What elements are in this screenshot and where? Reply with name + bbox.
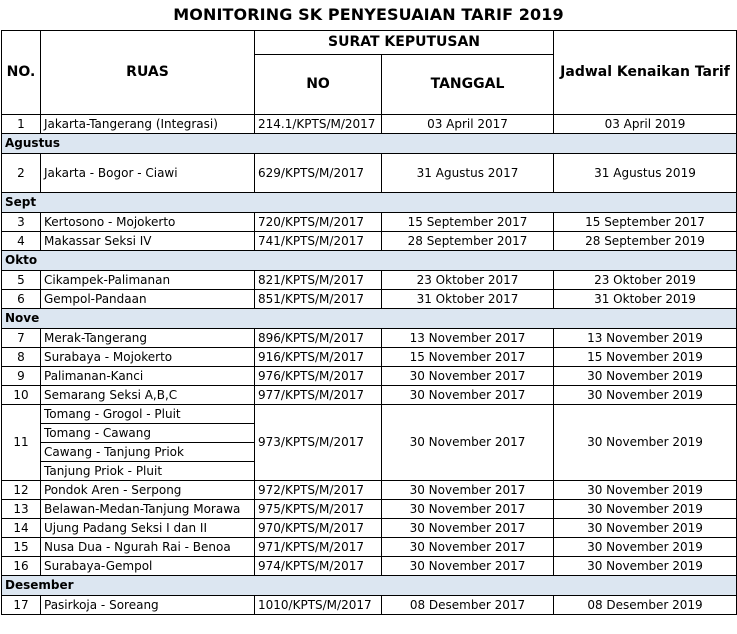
- ruas-cell: Cikampek-Palimanan: [41, 271, 255, 290]
- col-header-sk-no: NO: [255, 55, 382, 115]
- table-row: [2, 481, 737, 500]
- table-row: [2, 232, 737, 251]
- sk-number: 214.1/KPTS/M/2017: [255, 115, 382, 134]
- month-group-row: [2, 309, 737, 329]
- schedule-date: 30 November 2019: [554, 500, 737, 519]
- row-number: 9: [2, 367, 41, 386]
- col-header-ruas: RUAS: [41, 31, 255, 115]
- sk-number: 916/KPTS/M/2017: [255, 348, 382, 367]
- row-number: 8: [2, 348, 41, 367]
- sk-number: 971/KPTS/M/2017: [255, 538, 382, 557]
- ruas-cell: Belawan-Medan-Tanjung Morawa: [41, 500, 255, 519]
- table-row: [2, 557, 737, 576]
- ruas-cell: Surabaya - Mojokerto: [41, 348, 255, 367]
- ruas-cell: Tanjung Priok - Pluit: [41, 462, 255, 481]
- ruas-cell: Jakarta-Tangerang (Integrasi): [41, 115, 255, 134]
- month-group-row: [2, 576, 737, 596]
- schedule-date: 13 November 2019: [554, 329, 737, 348]
- sk-number: 970/KPTS/M/2017: [255, 519, 382, 538]
- sk-number: 896/KPTS/M/2017: [255, 329, 382, 348]
- schedule-date: 30 November 2019: [554, 481, 737, 500]
- table-row: [2, 115, 737, 134]
- sk-date: 15 November 2017: [382, 348, 554, 367]
- table-row: [2, 154, 737, 193]
- row-number: 15: [2, 538, 41, 557]
- table-row: [2, 538, 737, 557]
- table-row: [2, 329, 737, 348]
- table-row: [2, 367, 737, 386]
- schedule-date: 30 November 2019: [554, 405, 737, 481]
- table-row: [2, 386, 737, 405]
- sk-date: 30 November 2017: [382, 481, 554, 500]
- row-number: 11: [2, 405, 41, 481]
- row-number: 2: [2, 154, 41, 193]
- month-label: Agustus: [2, 134, 737, 154]
- sk-date: 03 April 2017: [382, 115, 554, 134]
- ruas-cell: Nusa Dua - Ngurah Rai - Benoa: [41, 538, 255, 557]
- table-row: [2, 519, 737, 538]
- month-label: Sept: [2, 193, 737, 213]
- sk-number: 851/KPTS/M/2017: [255, 290, 382, 309]
- sk-date: 30 November 2017: [382, 367, 554, 386]
- ruas-cell: Tomang - Cawang: [41, 424, 255, 443]
- schedule-date: 30 November 2019: [554, 386, 737, 405]
- month-label: Desember: [2, 576, 737, 596]
- table-row: [2, 405, 737, 424]
- sk-number: 977/KPTS/M/2017: [255, 386, 382, 405]
- sk-date: 30 November 2017: [382, 500, 554, 519]
- table-body: [2, 115, 737, 615]
- schedule-date: 30 November 2019: [554, 538, 737, 557]
- table-row: [2, 290, 737, 309]
- schedule-date: 30 November 2019: [554, 367, 737, 386]
- schedule-date: 03 April 2019: [554, 115, 737, 134]
- sk-number: 973/KPTS/M/2017: [255, 405, 382, 481]
- sk-date: 31 Agustus 2017: [382, 154, 554, 193]
- row-number: 6: [2, 290, 41, 309]
- sk-number: 976/KPTS/M/2017: [255, 367, 382, 386]
- sk-date: 23 Oktober 2017: [382, 271, 554, 290]
- ruas-cell: Surabaya-Gempol: [41, 557, 255, 576]
- col-header-jadwal: Jadwal Kenaikan Tarif: [554, 31, 737, 115]
- schedule-date: 30 November 2019: [554, 519, 737, 538]
- schedule-date: 31 Oktober 2019: [554, 290, 737, 309]
- table-row: [2, 596, 737, 615]
- row-number: 14: [2, 519, 41, 538]
- table-row: [2, 500, 737, 519]
- row-number: 5: [2, 271, 41, 290]
- sk-number: 1010/KPTS/M/2017: [255, 596, 382, 615]
- table-row: [2, 213, 737, 232]
- col-header-surat-keputusan: SURAT KEPUTUSAN: [255, 31, 554, 55]
- ruas-cell: Pasirkoja - Soreang: [41, 596, 255, 615]
- ruas-cell: Palimanan-Kanci: [41, 367, 255, 386]
- table-row: [2, 271, 737, 290]
- row-number: 13: [2, 500, 41, 519]
- sk-date: 08 Desember 2017: [382, 596, 554, 615]
- ruas-cell: Semarang Seksi A,B,C: [41, 386, 255, 405]
- ruas-cell: Makassar Seksi IV: [41, 232, 255, 251]
- schedule-date: 28 September 2019: [554, 232, 737, 251]
- row-number: 17: [2, 596, 41, 615]
- month-group-row: [2, 134, 737, 154]
- col-header-no: NO.: [2, 31, 41, 115]
- sk-number: 821/KPTS/M/2017: [255, 271, 382, 290]
- sk-date: 30 November 2017: [382, 386, 554, 405]
- row-number: 12: [2, 481, 41, 500]
- ruas-cell: Ujung Padang Seksi I dan II: [41, 519, 255, 538]
- row-number: 3: [2, 213, 41, 232]
- month-group-row: [2, 251, 737, 271]
- sk-number: 741/KPTS/M/2017: [255, 232, 382, 251]
- sk-date: 30 November 2017: [382, 538, 554, 557]
- row-number: 10: [2, 386, 41, 405]
- sk-date: 30 November 2017: [382, 557, 554, 576]
- ruas-cell: Kertosono - Mojokerto: [41, 213, 255, 232]
- tariff-table: [1, 30, 737, 615]
- ruas-cell: Pondok Aren - Serpong: [41, 481, 255, 500]
- ruas-cell: Merak-Tangerang: [41, 329, 255, 348]
- schedule-date: 31 Agustus 2019: [554, 154, 737, 193]
- sk-date: 30 November 2017: [382, 405, 554, 481]
- sk-number: 975/KPTS/M/2017: [255, 500, 382, 519]
- row-number: 16: [2, 557, 41, 576]
- sheet-title: MONITORING SK PENYESUAIAN TARIF 2019: [173, 5, 564, 24]
- sk-number: 720/KPTS/M/2017: [255, 213, 382, 232]
- row-number: 1: [2, 115, 41, 134]
- month-group-row: [2, 193, 737, 213]
- ruas-cell: Jakarta - Bogor - Ciawi: [41, 154, 255, 193]
- ruas-cell: Tomang - Grogol - Pluit: [41, 405, 255, 424]
- schedule-date: 23 Oktober 2019: [554, 271, 737, 290]
- ruas-cell: Cawang - Tanjung Priok: [41, 443, 255, 462]
- sk-number: 974/KPTS/M/2017: [255, 557, 382, 576]
- sk-date: 31 Oktober 2017: [382, 290, 554, 309]
- schedule-date: 30 November 2019: [554, 557, 737, 576]
- sk-number: 629/KPTS/M/2017: [255, 154, 382, 193]
- sk-date: 15 September 2017: [382, 213, 554, 232]
- sk-date: 13 November 2017: [382, 329, 554, 348]
- col-header-tanggal: TANGGAL: [382, 55, 554, 115]
- sk-number: 972/KPTS/M/2017: [255, 481, 382, 500]
- month-label: Nove: [2, 309, 737, 329]
- sk-date: 30 November 2017: [382, 519, 554, 538]
- schedule-date: 15 September 2017: [554, 213, 737, 232]
- schedule-date: 08 Desember 2019: [554, 596, 737, 615]
- sk-date: 28 September 2017: [382, 232, 554, 251]
- month-label: Okto: [2, 251, 737, 271]
- row-number: 4: [2, 232, 41, 251]
- row-number: 7: [2, 329, 41, 348]
- schedule-date: 15 November 2019: [554, 348, 737, 367]
- ruas-cell: Gempol-Pandaan: [41, 290, 255, 309]
- table-row: [2, 348, 737, 367]
